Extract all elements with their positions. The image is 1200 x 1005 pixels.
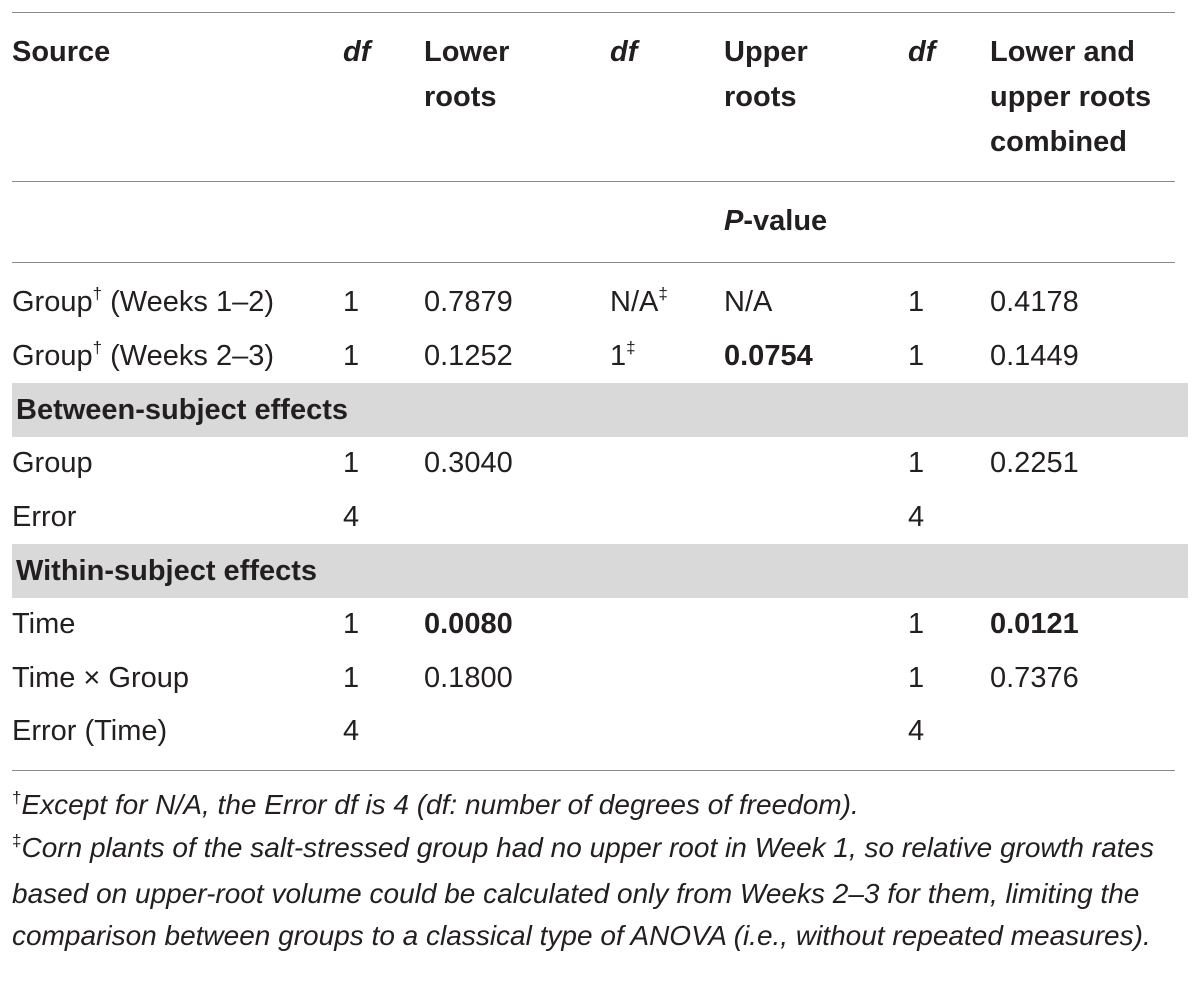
header-combined-1: Lower and <box>990 36 1136 68</box>
row-group-weeks12-source: Group† (Weeks 1–2) <box>12 284 274 318</box>
row-group-weeks23-df1: 1 <box>343 340 360 372</box>
section-within-label: Within-subject effects <box>16 555 318 587</box>
footnote-dagger: †Except for N/A, the Error df is 4 (df: number of degrees of freedom). <box>12 788 859 820</box>
pvalue-rule <box>12 262 1175 263</box>
row-within-time-source: Time <box>12 608 76 640</box>
header-upper-roots-1: Upper <box>724 36 808 68</box>
row-group-weeks12-df1: 1 <box>343 286 360 318</box>
row-between-group-source: Group <box>12 447 93 479</box>
row-group-weeks23-lower: 0.1252 <box>424 340 513 372</box>
row-within-time-lower: 0.0080 <box>424 608 513 640</box>
row-between-group-df3: 1 <box>908 447 925 479</box>
header-df-lower: df <box>343 36 371 68</box>
row-within-timexgroup-source: Time × Group <box>12 662 190 694</box>
row-within-error-df3: 4 <box>908 715 925 747</box>
row-between-group-lower: 0.3040 <box>424 447 513 479</box>
row-group-weeks23-combined: 0.1449 <box>990 340 1079 372</box>
row-between-group-combined: 0.2251 <box>990 447 1079 479</box>
row-group-weeks12-df2: N/A‡ <box>610 284 668 318</box>
row-within-timexgroup-df3: 1 <box>908 662 925 694</box>
header-upper-roots-2: roots <box>724 81 797 113</box>
section-between-label: Between-subject effects <box>16 394 348 426</box>
header-df-upper: df <box>610 36 638 68</box>
row-within-timexgroup-lower: 0.1800 <box>424 662 513 694</box>
row-within-timexgroup-combined: 0.7376 <box>990 662 1079 694</box>
pvalue-label: P-value <box>724 205 828 237</box>
header-lower-roots-2: roots <box>424 81 497 113</box>
section-between-band <box>12 383 1188 437</box>
row-group-weeks12-combined: 0.4178 <box>990 286 1079 318</box>
top-rule <box>12 12 1175 13</box>
row-group-weeks12-df3: 1 <box>908 286 925 318</box>
row-between-error-df3: 4 <box>908 501 925 533</box>
bottom-rule <box>12 770 1175 771</box>
header-lower-roots-1: Lower <box>424 36 510 68</box>
row-group-weeks23-df2: 1‡ <box>610 338 636 372</box>
footnote-double-dagger: ‡Corn plants of the salt-stressed group had no upper root in Week 1, so relative growth rates based on upper-root volume could be calculated only from Weeks 2–3 for them, limiting the comparison between groups to a classical type of ANOVA (i.e., without repeated measures). <box>12 831 1155 951</box>
header-source: Source <box>12 36 111 68</box>
row-group-weeks12-lower: 0.7879 <box>424 286 513 318</box>
header-df-combined: df <box>908 36 936 68</box>
header-combined-3: combined <box>990 126 1127 158</box>
row-within-time-combined: 0.0121 <box>990 608 1079 640</box>
row-between-group-df1: 1 <box>343 447 360 479</box>
row-within-error-df1: 4 <box>343 715 360 747</box>
header-rule <box>12 181 1175 182</box>
row-between-error-source: Error <box>12 501 77 533</box>
row-within-error-source: Error (Time) <box>12 715 168 747</box>
header-combined-2: upper roots <box>990 81 1152 113</box>
row-group-weeks23-upper: 0.0754 <box>724 340 813 372</box>
row-within-time-df3: 1 <box>908 608 925 640</box>
row-group-weeks23-source: Group† (Weeks 2–3) <box>12 338 274 372</box>
row-between-error-df1: 4 <box>343 501 360 533</box>
row-within-time-df1: 1 <box>343 608 360 640</box>
row-within-timexgroup-df1: 1 <box>343 662 360 694</box>
row-group-weeks23-df3: 1 <box>908 340 925 372</box>
row-group-weeks12-upper: N/A <box>724 286 773 318</box>
section-within-band <box>12 544 1188 598</box>
